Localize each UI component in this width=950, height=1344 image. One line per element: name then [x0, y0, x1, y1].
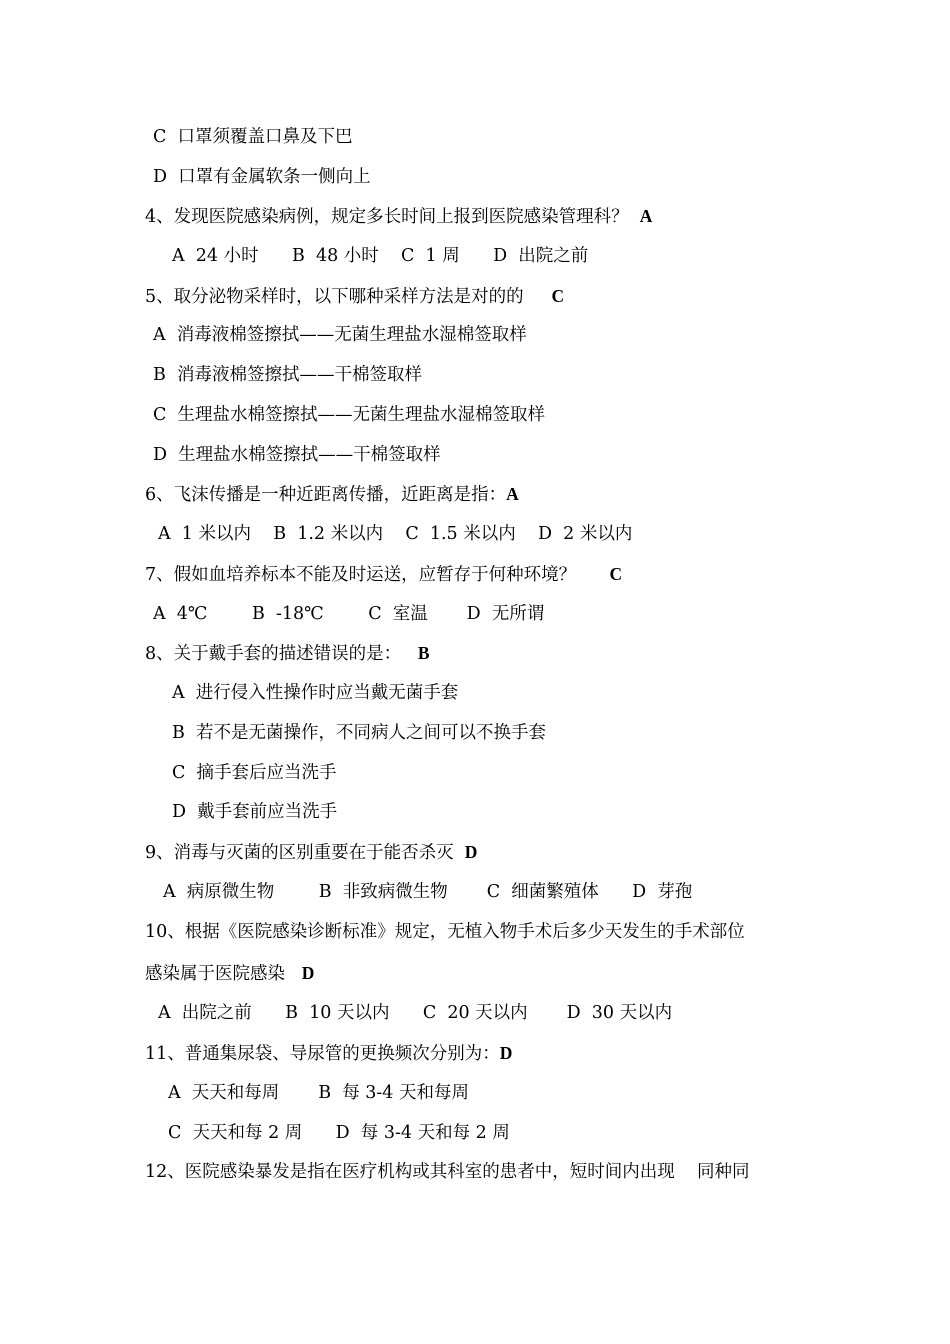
line-text: C 口罩须覆盖口鼻及下巴: [153, 127, 353, 147]
line-text: D 生理盐水棉签擦拭——干棉签取样: [153, 445, 441, 465]
line-text: B 消毒液棉签擦拭——干棉签取样: [153, 365, 422, 385]
q9-options: [163, 880, 692, 904]
line-text: A 24 小时 B 48 小时 C 1 周 D 出院之前: [172, 246, 589, 266]
q3-option-d: [153, 165, 371, 189]
question-text: 6、飞沫传播是一种近距离传播，近距离是指：: [145, 485, 507, 505]
q6-options: [158, 522, 632, 546]
line-text: A 天天和每周 B 每 3-4 天和每周: [168, 1083, 469, 1103]
answer-key: D: [464, 842, 478, 862]
line-text: B 若不是无菌操作，不同病人之间可以不换手套: [172, 723, 546, 743]
question-9: [145, 840, 477, 865]
q4-options: [172, 244, 588, 268]
answer-key: C: [609, 564, 623, 584]
q8-option-a: [172, 681, 458, 705]
line-text: C 天天和每 2 周 D 每 3-4 天和每 2 周: [168, 1123, 510, 1143]
question-text: 感染属于医院感染: [145, 964, 302, 984]
q3-option-c: [153, 125, 353, 149]
question-text: 5、取分泌物采样时，以下哪种采样方法是对的的: [145, 287, 552, 307]
question-text: 11、普通集尿袋、导尿管的更换频次分别为：: [145, 1044, 500, 1064]
question-12: [145, 1160, 750, 1184]
question-text: 12、医院感染暴发是指在医疗机构或其科室的患者中，短时间内出现 同种同: [145, 1162, 750, 1182]
q11-options-ab: [168, 1081, 469, 1105]
answer-key: C: [551, 286, 565, 306]
q5-option-d: [153, 443, 441, 467]
question-text: 8、关于戴手套的描述错误的是：: [145, 644, 418, 664]
q5-option-c: [153, 403, 545, 427]
line-text: A 4℃ B -18℃ C 室温 D 无所谓: [153, 604, 545, 624]
answer-key: B: [417, 643, 430, 663]
answer-key: A: [639, 206, 653, 226]
question-6: [145, 482, 519, 507]
q5-option-a: [153, 323, 527, 347]
q8-option-d: [172, 800, 337, 824]
q11-options-cd: [168, 1121, 510, 1145]
question-11: [145, 1041, 512, 1066]
line-text: A 进行侵入性操作时应当戴无菌手套: [172, 683, 459, 703]
line-text: A 病原微生物 B 非致病微生物 C 细菌繁殖体 D 芽孢: [163, 882, 693, 902]
question-10: [145, 920, 745, 944]
question-text: 9、消毒与灭菌的区别重要在于能否杀灭: [145, 843, 465, 863]
question-10-cont: [145, 961, 314, 986]
answer-key: D: [301, 963, 315, 983]
line-text: A 1 米以内 B 1.2 米以内 C 1.5 米以内 D 2 米以内: [158, 524, 633, 544]
q10-options: [158, 1001, 672, 1025]
line-text: A 消毒液棉签擦拭——无菌生理盐水湿棉签取样: [153, 325, 527, 345]
line-text: A 出院之前 B 10 天以内 C 20 天以内 D 30 天以内: [158, 1003, 673, 1023]
question-text: 10、根据《医院感染诊断标准》规定，无植入物手术后多少天发生的手术部位: [145, 922, 745, 942]
line-text: D 戴手套前应当洗手: [172, 802, 338, 822]
answer-key: D: [499, 1043, 513, 1063]
line-text: C 摘手套后应当洗手: [172, 763, 337, 783]
line-text: C 生理盐水棉签擦拭——无菌生理盐水湿棉签取样: [153, 405, 546, 425]
question-text: 4、发现医院感染病例，规定多长时间上报到医院感染管理科？: [145, 207, 640, 227]
q5-option-b: [153, 363, 422, 387]
answer-key: A: [506, 484, 519, 504]
question-5: [145, 284, 564, 309]
question-text: 7、假如血培养标本不能及时运送，应暂存于何种环境？: [145, 565, 610, 585]
question-4: [145, 204, 652, 229]
line-text: D 口罩有金属软条一侧向上: [153, 167, 371, 187]
question-8: [145, 641, 430, 666]
q7-options: [153, 602, 544, 626]
q8-option-c: [172, 761, 337, 785]
question-7: [145, 562, 622, 587]
q8-option-b: [172, 721, 546, 745]
